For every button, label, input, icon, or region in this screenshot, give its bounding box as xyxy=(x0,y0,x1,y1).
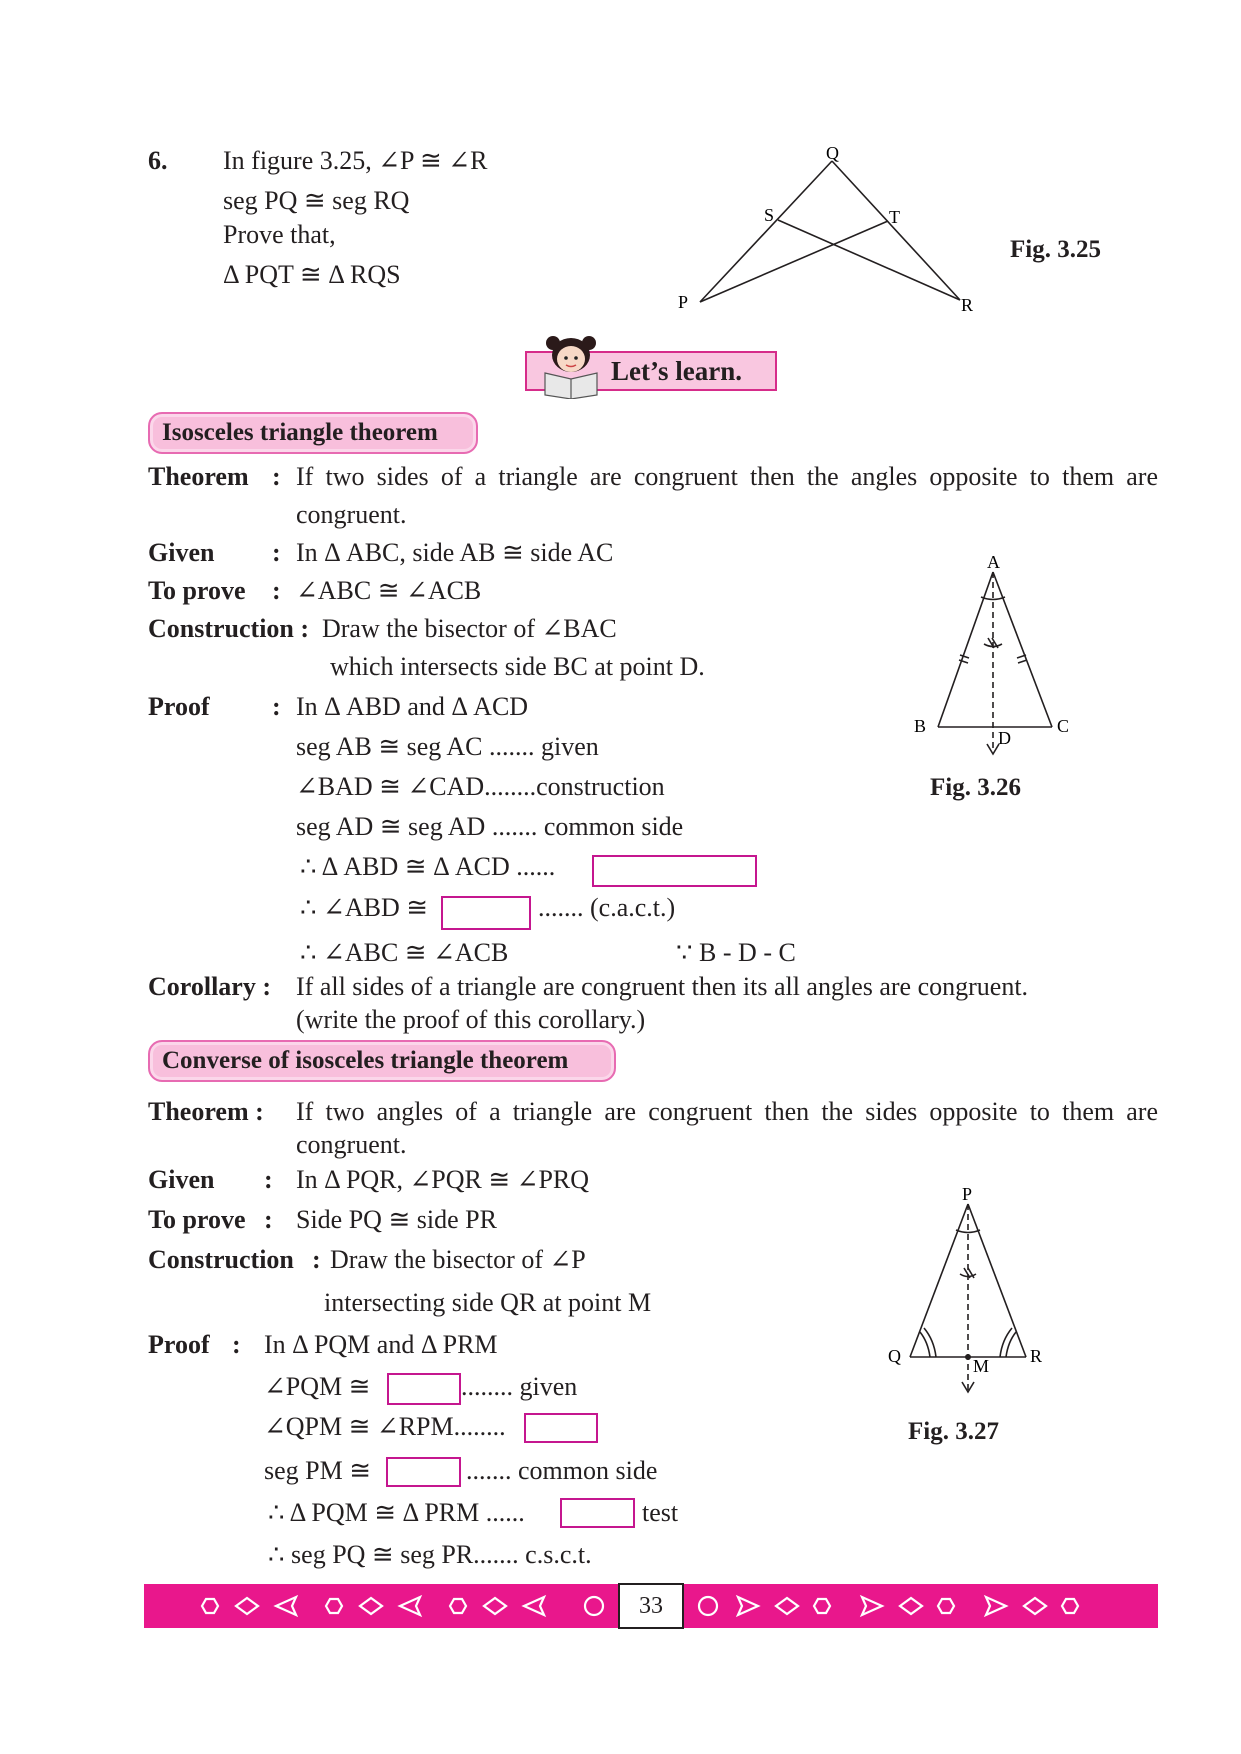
question-line-4: Δ PQT ≅ Δ RQS xyxy=(223,260,401,289)
proof-step-2: ∠PQM ≅ xyxy=(264,1372,371,1401)
theorem-text-line-2: congruent. xyxy=(296,1130,407,1159)
construction-text-line-2: which intersects side BC at point D. xyxy=(330,652,705,681)
to-prove-text: Side PQ ≅ side PR xyxy=(296,1205,497,1234)
figure-caption-3-27: Fig. 3.27 xyxy=(908,1418,999,1445)
colon: : xyxy=(312,1245,321,1274)
point-r-label: R xyxy=(1030,1346,1043,1366)
point-m-label: M xyxy=(973,1356,990,1376)
to-prove-label: To prove xyxy=(148,1205,246,1234)
question-line-1: In figure 3.25, ∠P ≅ ∠R xyxy=(223,146,488,175)
given-label: Given xyxy=(148,1165,215,1194)
corollary-text-line-2: (write the proof of this corollary.) xyxy=(296,1005,646,1034)
given-text: In Δ PQR, ∠PQR ≅ ∠PRQ xyxy=(296,1165,590,1194)
section-heading-converse: Converse of isosceles triangle theorem xyxy=(148,1040,616,1082)
point-q-label: Q xyxy=(888,1346,901,1366)
proof-step-5: ∴ Δ PQM ≅ Δ PRM ...... xyxy=(268,1498,525,1527)
proof-step-4: seg PM ≅ xyxy=(264,1456,372,1485)
lets-learn-badge xyxy=(525,351,777,391)
figure-3-25 xyxy=(670,145,990,320)
proof-label: Proof xyxy=(148,692,210,721)
corollary-label: Corollary : xyxy=(148,972,271,1001)
answer-blank-box[interactable] xyxy=(560,1498,635,1528)
proof-step-4: seg AD ≅ seg AD ....... common side xyxy=(296,812,684,841)
lets-learn-label: Let’s learn. xyxy=(611,356,742,386)
reading-girl-icon xyxy=(535,333,607,399)
proof-step-5: ∴ Δ ABD ≅ Δ ACD ...... xyxy=(300,852,556,881)
answer-blank-box[interactable] xyxy=(387,1373,461,1405)
point-p-label: P xyxy=(678,292,689,312)
point-a-label: A xyxy=(987,552,1000,572)
answer-blank-box[interactable] xyxy=(592,855,757,887)
figure-caption-3-25: Fig. 3.25 xyxy=(1010,236,1101,263)
proof-step-4-reason: ....... common side xyxy=(466,1456,658,1485)
proof-step-1: In Δ PQM and Δ PRM xyxy=(264,1330,498,1359)
line-sr xyxy=(778,220,960,300)
answer-blank-box[interactable] xyxy=(524,1413,598,1443)
line-qr xyxy=(832,161,960,300)
corollary-text-line-1: If all sides of a triangle are congruent then its all angles are congruent. xyxy=(296,972,1029,1001)
theorem-text-line-2: congruent. xyxy=(296,500,407,529)
proof-step-3: ∠QPM ≅ ∠RPM........ xyxy=(264,1412,506,1441)
proof-step-6: ∴ seg PQ ≅ seg PR....... c.s.c.t. xyxy=(268,1540,592,1569)
point-q-label: Q xyxy=(826,145,839,163)
figure-3-26 xyxy=(912,552,1082,772)
proof-step-3: ∠BAD ≅ ∠CAD........construction xyxy=(296,772,665,801)
answer-blank-box[interactable] xyxy=(441,896,531,930)
given-text: In Δ ABC, side AB ≅ side AC xyxy=(296,538,614,567)
proof-step-6-reason: ....... (c.a.c.t.) xyxy=(538,893,676,922)
side-ac xyxy=(993,572,1052,727)
point-b-label: B xyxy=(914,716,927,736)
side-ab xyxy=(938,572,993,727)
figure-caption-3-26: Fig. 3.26 xyxy=(930,774,1021,801)
side-pq xyxy=(910,1204,968,1357)
proof-step-5-reason: test xyxy=(642,1498,679,1527)
given-label: Given xyxy=(148,538,215,567)
colon: : xyxy=(272,538,281,567)
point-c-label: C xyxy=(1057,716,1070,736)
colon: : xyxy=(272,692,281,721)
theorem-text-line-1: If two angles of a triangle are congruent then the sides opposite to them are xyxy=(296,1097,1158,1126)
proof-step-7: ∴ ∠ABC ≅ ∠ACB xyxy=(300,938,509,967)
side-pr xyxy=(968,1204,1026,1357)
point-m-dot xyxy=(965,1354,971,1360)
colon: : xyxy=(232,1330,241,1359)
page-number: 33 xyxy=(618,1583,684,1629)
point-p-label: P xyxy=(962,1184,973,1204)
figure-3-27 xyxy=(880,1182,1060,1397)
proof-step-7-reason: ∵ B - D - C xyxy=(676,938,796,967)
line-pq xyxy=(700,161,832,302)
to-prove-text: ∠ABC ≅ ∠ACB xyxy=(296,576,482,605)
proof-step-1: In Δ ABD and Δ ACD xyxy=(296,692,529,721)
construction-label: Construction xyxy=(148,1245,294,1274)
theorem-label: Theorem : xyxy=(148,1097,264,1126)
construction-text-line-2: intersecting side QR at point M xyxy=(324,1288,652,1317)
theorem-text-line-1: If two sides of a triangle are congruent then the angles opposite to them are xyxy=(296,462,1158,491)
construction-text-line-1: Draw the bisector of ∠BAC xyxy=(322,614,617,643)
colon: : xyxy=(264,1165,273,1194)
line-pt xyxy=(700,221,888,302)
colon: : xyxy=(264,1205,273,1234)
proof-label: Proof xyxy=(148,1330,210,1359)
question-number: 6. xyxy=(148,146,168,175)
proof-step-2-reason: ........ given xyxy=(461,1372,578,1401)
section-heading-isosceles: Isosceles triangle theorem xyxy=(148,412,478,454)
construction-text-line-1: Draw the bisector of ∠P xyxy=(330,1245,586,1274)
proof-step-2: seg AB ≅ seg AC ....... given xyxy=(296,732,599,761)
question-line-3: Prove that, xyxy=(223,220,336,249)
point-s-label: S xyxy=(764,205,775,225)
colon: : xyxy=(272,576,281,605)
proof-step-6: ∴ ∠ABD ≅ xyxy=(300,893,429,922)
point-r-label: R xyxy=(961,295,974,315)
construction-label: Construction : xyxy=(148,614,310,643)
point-d-label: D xyxy=(998,728,1011,748)
answer-blank-box[interactable] xyxy=(386,1457,461,1487)
to-prove-label: To prove xyxy=(148,576,246,605)
theorem-label: Theorem xyxy=(148,462,249,491)
question-line-2: seg PQ ≅ seg RQ xyxy=(223,186,410,215)
colon: : xyxy=(272,462,281,491)
point-t-label: T xyxy=(889,207,900,227)
